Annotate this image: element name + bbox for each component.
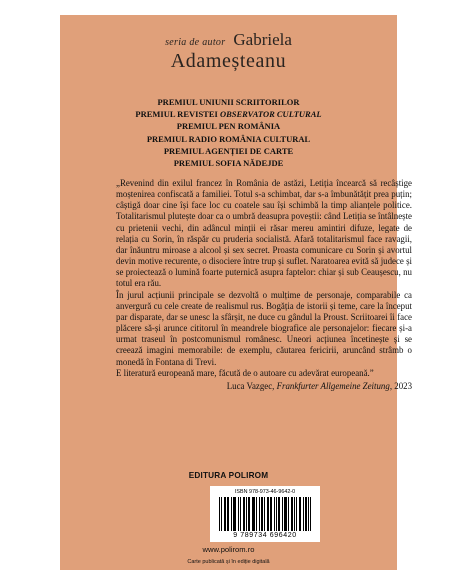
digital-edition-note: Carte publicată și în ediție digitală — [187, 559, 270, 565]
award-item: PREMIUL UNIUNII SCRIITORILOR — [157, 97, 300, 107]
author-last-name: Adameșteanu — [170, 50, 287, 72]
review-year: , 2023 — [389, 380, 412, 391]
review-paragraph: În jurul acțiunii principale se dezvoltă o mulțime de personaje, comparabile ca anvergură cu cele create de realismul rus. Bogăția de istorii și teme, care la început par disparate, dar se unesc la sfârșit, ne duce cu gândul la Proust. Scriitoarei îi face plăcere să-și arunce cititorul în meandrele biografice ale personajelor: fiecare și-a urmat traseul în postcomunismul românesc. Uneori acțiunea încetinește și se creează imagini memorabile: de exemplu, căutarea fericirii, aruncând strâmb o monedă în Fontana di Trevi. — [116, 289, 412, 367]
award-item: PREMIUL RADIO ROMÂNIA CULTURAL — [146, 133, 311, 144]
publisher-name: EDITURA POLIROM — [188, 471, 269, 480]
award-item: PREMIUL REVISTEI OBSERVATOR CULTURAL — [135, 109, 322, 120]
review-author: Luca Vazgec, — [226, 380, 275, 391]
awards-list — [60, 96, 397, 169]
barcode-icon — [219, 497, 311, 531]
publisher-website: www.polirom.ro — [202, 545, 255, 554]
series-heading — [60, 30, 397, 50]
author-first-name: Gabriela — [233, 30, 292, 49]
review-paragraph: E literatură europeană mare, făcută de o autoare cu adevărat europeană.” — [116, 367, 374, 378]
review-paragraph: „Revenind din exilul francez în România de astăzi, Letiția încearcă să recâștige moștenirea confiscată a familiei. Totul s-a schimbat, dar s-a îmbunătățit prea puțin; câștigă doar cine își face loc cu coatele sau își schimbă la timp alianțele politice. Totalitarismul plutește doar ca o umbră deasupra poveștii: când Letiția se întâlnește cu prietenii vechi, din adâncul minții ei răsar mereu amintiri difuze, legate de relația cu Sorin, în răspăr cu pruderia socialistă. Afară totalitarismul face ravagii, dar înăuntru miroase a alcool și sex secret. Proasta comunicare cu Sorin și avortul devin motive recurente, o disociere între trup și suflet. Naratoarea evită să judece și se proiectează o lumină foarte puternică asupra faptelor: chiar și sub Ceaușescu, nu totul era rău. — [116, 178, 412, 289]
isbn-label: ISBN 978-973-46-9642-0 — [234, 489, 296, 495]
award-item: PREMIUL PEN ROMÂNIA — [176, 121, 281, 132]
award-item: PREMIUL SOFIA NĂDEJDE — [173, 158, 284, 169]
review-publication: Frankfurter Allgemeine Zeitung — [276, 380, 390, 391]
review-quote — [116, 178, 412, 392]
award-item: PREMIUL AGENȚIEI DE CARTE — [163, 145, 294, 156]
book-back-cover — [60, 15, 412, 570]
isbn-barcode — [210, 486, 320, 542]
barcode-digits: 9 789734 696420 — [233, 532, 297, 539]
review-attribution — [116, 381, 412, 392]
series-label: seria de autor — [165, 37, 226, 48]
